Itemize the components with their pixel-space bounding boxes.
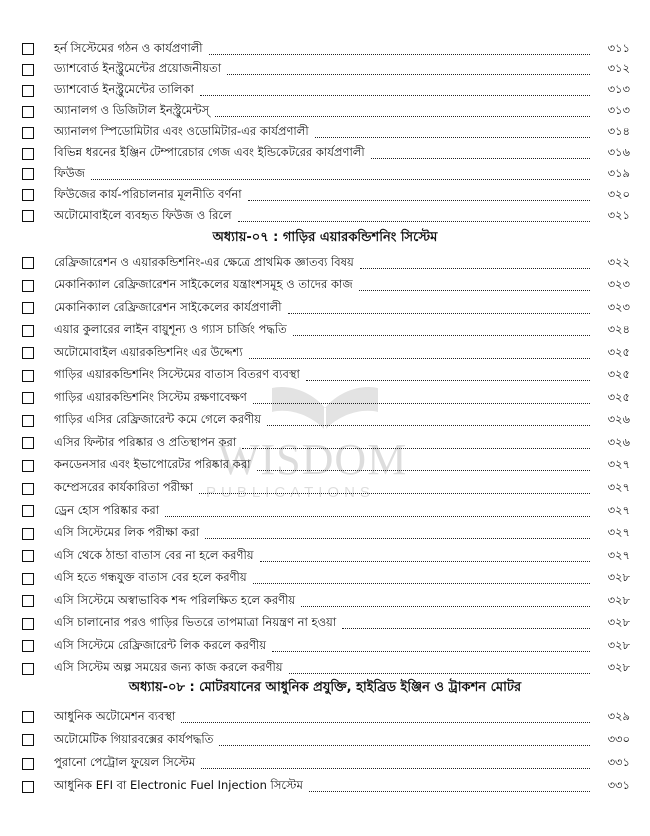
toc-entry bbox=[22, 432, 630, 454]
entry-title: এসি হতে গন্ধযুক্ত বাতাস বের হলে করণীয় bbox=[54, 570, 247, 585]
page-number: ৩১২ bbox=[607, 61, 630, 76]
toc-entry bbox=[22, 523, 630, 545]
checkbox[interactable] bbox=[22, 148, 34, 160]
checkbox[interactable] bbox=[22, 550, 34, 562]
dot-leader bbox=[360, 268, 590, 269]
page-number: ৩১৪ bbox=[607, 124, 630, 139]
page-number: ৩৩১ bbox=[607, 778, 630, 793]
checkbox[interactable] bbox=[22, 302, 34, 314]
toc-entry bbox=[22, 635, 630, 657]
toc-entry bbox=[22, 729, 630, 751]
checkbox[interactable] bbox=[22, 43, 34, 55]
checkbox[interactable] bbox=[22, 781, 34, 793]
entry-title: হর্ন সিস্টেমের গঠন ও কার্যপ্রণালী bbox=[54, 40, 203, 55]
checkbox[interactable] bbox=[22, 189, 34, 201]
toc-entry bbox=[22, 320, 630, 342]
checkbox[interactable] bbox=[22, 168, 34, 180]
toc-entry bbox=[22, 365, 630, 387]
toc-entry bbox=[22, 297, 630, 319]
checkbox[interactable] bbox=[22, 347, 34, 359]
dot-leader bbox=[227, 74, 590, 75]
page-number: ৩২৭ bbox=[607, 547, 630, 562]
dot-leader bbox=[205, 538, 590, 539]
dot-leader bbox=[309, 791, 590, 792]
dot-leader bbox=[306, 380, 590, 381]
toc-entry bbox=[22, 205, 630, 227]
dot-leader bbox=[238, 221, 590, 222]
toc-entry bbox=[22, 122, 630, 144]
dot-leader bbox=[248, 200, 590, 201]
checkbox[interactable] bbox=[22, 437, 34, 449]
entry-title: পুরানো পেট্রোল ফুয়েল সিস্টেম bbox=[54, 755, 196, 770]
checkbox[interactable] bbox=[22, 734, 34, 746]
dot-leader bbox=[371, 158, 590, 159]
toc-entry bbox=[22, 658, 630, 680]
toc-entry bbox=[22, 613, 630, 635]
page-number: ৩২৫ bbox=[607, 389, 630, 404]
page-number: ৩১৩ bbox=[607, 82, 630, 97]
entry-title: ড্রেন হোস পরিষ্কার করা bbox=[54, 502, 160, 517]
dot-leader bbox=[201, 768, 590, 769]
dot-leader bbox=[359, 290, 590, 291]
watermark-name: WISDOM bbox=[218, 435, 408, 484]
entry-title: এয়ার কুলারের লাইন বায়ুশূন্য ও গ্যাস চার্জিং পদ্ধতি bbox=[54, 322, 287, 337]
entry-title: বিভিন্ন ধরনের ইঞ্জিন টেম্পারেচার গেজ এবং ইন্ডিকেটরের কার্যপ্রণালী bbox=[54, 145, 365, 159]
entry-title: এসি সিস্টেমে অস্বাভাবিক শব্দ পরিলক্ষিত হলে করণীয় bbox=[54, 592, 296, 607]
page-number: ৩২৯ bbox=[607, 708, 630, 723]
page-number: ৩২৮ bbox=[607, 660, 630, 675]
page-number: ৩২৭ bbox=[607, 502, 630, 517]
checkbox[interactable] bbox=[22, 483, 34, 495]
entry-title: রেফ্রিজারেশন ও এয়ারকন্ডিশনিং-এর ক্ষেত্রে প্রাথমিক জ্ঞাতব্য বিষয় bbox=[54, 254, 354, 269]
dot-leader bbox=[181, 722, 590, 723]
toc-entry bbox=[22, 455, 630, 477]
toc-entry bbox=[22, 706, 630, 728]
page-number: ৩২৮ bbox=[607, 637, 630, 652]
entry-title: অটোমেটিক গিয়ারবক্সের কার্যপদ্ধতি bbox=[54, 731, 214, 746]
chapter-heading: অধ্যায়-০৮ : মোটরযানের আধুনিক প্রযুক্তি, হাইব্রিড ইঞ্জিন ও ট্রাকশন মোটর bbox=[128, 680, 522, 695]
checkbox[interactable] bbox=[22, 640, 34, 652]
checkbox[interactable] bbox=[22, 711, 34, 723]
checkbox[interactable] bbox=[22, 595, 34, 607]
checkbox[interactable] bbox=[22, 257, 34, 269]
page-number: ৩১১ bbox=[607, 40, 630, 55]
checkbox[interactable] bbox=[22, 505, 34, 517]
dot-leader bbox=[342, 628, 590, 629]
toc-entry bbox=[22, 143, 630, 165]
page-number: ৩২৫ bbox=[607, 367, 630, 382]
checkbox[interactable] bbox=[22, 280, 34, 292]
entry-title: গাড়ির এয়ারকন্ডিশনিং সিস্টেম রক্ষণাবেক্ষণ bbox=[54, 389, 247, 404]
dot-leader bbox=[257, 470, 591, 471]
entry-title: এসি থেকে ঠান্ডা বাতাস বের না হলে করণীয় bbox=[54, 547, 254, 562]
toc-entry bbox=[22, 184, 630, 206]
dot-leader bbox=[293, 335, 590, 336]
toc-entry bbox=[22, 410, 630, 432]
entry-title: ড্যাশবোর্ড ইনস্ট্রুমেন্টের তালিকা bbox=[54, 82, 194, 97]
toc-entry bbox=[22, 776, 630, 798]
dot-leader bbox=[165, 516, 590, 517]
dot-leader bbox=[200, 95, 590, 96]
entry-title: এসির ফিল্টার পরিষ্কার ও প্রতিস্থাপন করা bbox=[54, 434, 237, 449]
page-number: ৩২৪ bbox=[607, 322, 630, 337]
checkbox[interactable] bbox=[22, 127, 34, 139]
dot-leader bbox=[288, 313, 590, 314]
entry-title: অ্যানালগ ও ডিজিটাল ইনস্ট্রুমেন্টস্ bbox=[54, 103, 210, 118]
dot-leader bbox=[242, 448, 590, 449]
checkbox[interactable] bbox=[22, 85, 34, 97]
entry-title: অটোমোবাইলে ব্যবহৃত ফিউজ ও রিলে bbox=[54, 207, 232, 222]
page-number: ৩২৬ bbox=[607, 434, 630, 449]
checkbox[interactable] bbox=[22, 663, 34, 675]
checkbox[interactable] bbox=[22, 392, 34, 404]
entry-title: ফিউজের কার্য-পরিচালনার মূলনীতি বর্ণনা bbox=[54, 186, 242, 201]
toc-entry bbox=[22, 568, 630, 590]
dot-leader bbox=[301, 606, 590, 607]
page-number: ৩২৭ bbox=[607, 457, 630, 472]
chapter-heading: অধ্যায়-০৭ : গাড়ির এয়ারকন্ডিশনিং সিস্টেম bbox=[212, 230, 438, 245]
page-number: ৩২৫ bbox=[607, 344, 630, 359]
entry-title: এসি সিস্টেমের লিক পরীক্ষা করা bbox=[54, 525, 200, 540]
dot-leader bbox=[272, 651, 590, 652]
toc-entry bbox=[22, 163, 630, 185]
entry-title: ফিউজ bbox=[54, 165, 85, 180]
entry-title: গাড়ির এয়ারকন্ডিশনিং সিস্টেমের বাতাস বিতরণ ব্যবস্থা bbox=[54, 367, 300, 382]
toc-entry bbox=[22, 38, 630, 60]
entry-title: ড্যাশবোর্ড ইনস্ট্রুমেন্টের প্রয়োজনীয়তা bbox=[54, 61, 222, 76]
entry-title: আধুনিক অটোমেশন ব্যবস্থা bbox=[54, 708, 176, 723]
checkbox[interactable] bbox=[22, 618, 34, 630]
dot-leader bbox=[315, 137, 590, 138]
dot-leader bbox=[253, 403, 590, 404]
dot-leader bbox=[209, 54, 590, 55]
entry-title: এসি সিস্টেম অল্প সময়ের জন্য কাজ করলে করণীয় bbox=[54, 660, 283, 675]
page-number: ৩২৮ bbox=[607, 570, 630, 585]
entry-title: কম্প্রেসরের কার্যকারিতা পরীক্ষা bbox=[54, 480, 193, 494]
dot-leader bbox=[91, 179, 590, 180]
toc-entry bbox=[22, 387, 630, 409]
page-number: ৩২০ bbox=[607, 186, 630, 201]
toc-entry bbox=[22, 80, 630, 102]
toc-entry bbox=[22, 500, 630, 522]
checkbox[interactable] bbox=[22, 64, 34, 76]
checkbox[interactable] bbox=[22, 415, 34, 427]
checkbox[interactable] bbox=[22, 325, 34, 337]
dot-leader bbox=[260, 561, 590, 562]
entry-title: অটোমোবাইল এয়ারকন্ডিশনিং এর উদ্দেশ্য bbox=[54, 344, 243, 359]
watermark-subtitle: PUBLICATIONS bbox=[206, 484, 375, 501]
entry-title: আধুনিক EFI বা Electronic Fuel Injection সিস্টেম bbox=[54, 778, 303, 793]
page-number: ৩২৮ bbox=[607, 592, 630, 607]
page-number: ৩২৭ bbox=[607, 480, 630, 494]
entry-title: মেকানিক্যাল রেফ্রিজারেশন সাইকেলের যন্ত্রাংশসমূহ ও তাদের কাজ bbox=[54, 277, 353, 292]
checkbox[interactable] bbox=[22, 528, 34, 540]
toc-entry bbox=[22, 753, 630, 775]
entry-title: মেকানিক্যাল রেফ্রিজারেশন সাইকেলের কার্যপ্রণালী bbox=[54, 299, 282, 314]
checkbox[interactable] bbox=[22, 210, 34, 222]
dot-leader bbox=[289, 673, 590, 674]
toc-entry bbox=[22, 342, 630, 364]
toc-entry bbox=[22, 59, 630, 81]
dot-leader bbox=[253, 583, 590, 584]
page-number: ৩২৩ bbox=[607, 277, 630, 292]
entry-title: গাড়ির এসির রেফ্রিজারেন্ট কমে গেলে করণীয় bbox=[54, 412, 262, 427]
page-number: ৩১৯ bbox=[607, 165, 630, 180]
dot-leader bbox=[249, 358, 590, 359]
toc-entry bbox=[22, 590, 630, 612]
toc-entry bbox=[22, 101, 630, 123]
page-number: ৩৩১ bbox=[607, 755, 630, 770]
dot-leader bbox=[219, 745, 590, 746]
toc-entry bbox=[22, 252, 630, 274]
checkbox[interactable] bbox=[22, 758, 34, 770]
dot-leader bbox=[199, 493, 590, 494]
page-number: ৩২৬ bbox=[607, 412, 630, 427]
page-number: ৩২৭ bbox=[607, 525, 630, 540]
page-number: ৩১৩ bbox=[607, 103, 630, 118]
checkbox[interactable] bbox=[22, 460, 34, 472]
checkbox[interactable] bbox=[22, 106, 34, 118]
page-number: ৩২১ bbox=[607, 207, 630, 222]
page-number: ৩২৩ bbox=[607, 299, 630, 314]
checkbox[interactable] bbox=[22, 573, 34, 585]
entry-title: এসি সিস্টেমে রেফ্রিজারেন্ট লিক করলে করণীয় bbox=[54, 637, 266, 652]
toc-entry bbox=[22, 275, 630, 297]
page-number: ৩২২ bbox=[607, 254, 630, 269]
entry-title: এসি চালানোর পরও গাড়ির ভিতরে তাপমাত্রা নিয়ন্ত্রণ না হওয়া bbox=[54, 615, 337, 630]
page-number: ৩২৮ bbox=[607, 615, 630, 630]
dot-leader bbox=[267, 425, 590, 426]
dot-leader bbox=[215, 116, 590, 117]
toc-entry bbox=[22, 545, 630, 567]
entry-title: কনডেনসার এবং ইভাপোরেটর পরিষ্কার করা bbox=[54, 457, 251, 472]
page-number: ৩৩০ bbox=[607, 731, 630, 746]
entry-title: অ্যানালগ স্পিডোমিটার এবং ওডোমিটার-এর কার্যপ্রণালী bbox=[54, 124, 309, 139]
checkbox[interactable] bbox=[22, 370, 34, 382]
toc-entry bbox=[22, 478, 630, 500]
page-number: ৩১৬ bbox=[607, 145, 630, 159]
